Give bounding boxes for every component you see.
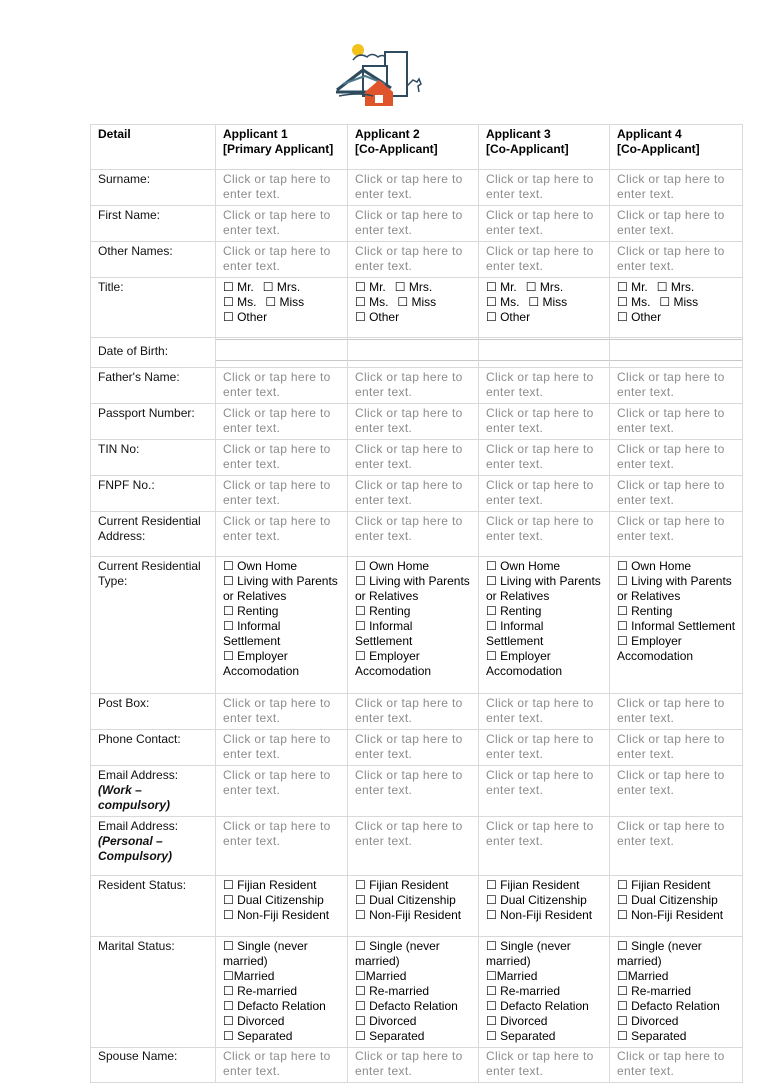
dob-field-2[interactable] bbox=[348, 339, 479, 361]
defacto-relation-checkbox[interactable]: ☐ Defacto Relation bbox=[355, 999, 458, 1013]
own-home-checkbox[interactable]: ☐ Own Home bbox=[486, 559, 561, 573]
divorced-checkbox[interactable]: ☐ Divorced bbox=[617, 1014, 679, 1028]
father-name-field-3[interactable]: Click or tap here to enter text. bbox=[479, 368, 610, 404]
applicant-2-role: [Co-Applicant] bbox=[355, 142, 438, 156]
spouse-name-label: Spouse Name: bbox=[91, 1048, 216, 1083]
applicant-form-table bbox=[90, 124, 743, 1083]
resident-status-options-1 bbox=[216, 876, 348, 937]
title-miss-checkbox[interactable]: ☐ Miss bbox=[659, 295, 699, 309]
applicant-1-title: Applicant 1 bbox=[223, 127, 288, 141]
other-names-row bbox=[91, 242, 743, 278]
title-mr-checkbox[interactable]: ☐ Mr. bbox=[617, 280, 648, 294]
title-other-checkbox[interactable]: ☐ Other bbox=[486, 310, 531, 324]
tin-field-4[interactable]: Click or tap here to enter text. bbox=[610, 440, 743, 476]
company-logo bbox=[333, 40, 425, 108]
re-married-checkbox[interactable]: ☐ Re-married bbox=[355, 984, 430, 998]
post-box-field-1[interactable]: Click or tap here to enter text. bbox=[216, 694, 348, 730]
non-fiji-resident-checkbox[interactable]: ☐ Non-Fiji Resident bbox=[355, 908, 462, 922]
title-miss-checkbox[interactable]: ☐ Miss bbox=[397, 295, 437, 309]
first-name-row bbox=[91, 206, 743, 242]
residential-type-row bbox=[91, 557, 743, 694]
resident-status-options-2 bbox=[348, 876, 479, 937]
surname-field-4[interactable]: Click or tap here to enter text. bbox=[610, 170, 743, 206]
marital-status-options-3 bbox=[479, 937, 610, 1048]
non-fiji-resident-checkbox[interactable]: ☐ Non-Fiji Resident bbox=[486, 908, 593, 922]
title-other-checkbox[interactable]: ☐ Other bbox=[223, 310, 268, 324]
email-work-field-1[interactable]: Click or tap here to enter text. bbox=[216, 766, 348, 817]
dob-row bbox=[91, 338, 743, 368]
email-work-field-2[interactable]: Click or tap here to enter text. bbox=[348, 766, 479, 817]
surname-label: Surname: bbox=[91, 170, 216, 206]
tin-label: TIN No: bbox=[91, 440, 216, 476]
fnpf-field-4[interactable]: Click or tap here to enter text. bbox=[610, 476, 743, 512]
dual-citizenship-checkbox[interactable]: ☐ Dual Citizenship bbox=[617, 893, 718, 907]
fnpf-field-3[interactable]: Click or tap here to enter text. bbox=[479, 476, 610, 512]
father-name-field-1[interactable]: Click or tap here to enter text. bbox=[216, 368, 348, 404]
applicant-3-role: [Co-Applicant] bbox=[486, 142, 569, 156]
residential-type-options-1 bbox=[216, 557, 348, 694]
title-options-1 bbox=[216, 278, 348, 338]
email-personal-row bbox=[91, 817, 743, 876]
divorced-checkbox[interactable]: ☐ Divorced bbox=[486, 1014, 548, 1028]
father-name-label: Father's Name: bbox=[91, 368, 216, 404]
other-names-field-3[interactable]: Click or tap here to enter text. bbox=[479, 242, 610, 278]
divorced-checkbox[interactable]: ☐ Divorced bbox=[355, 1014, 417, 1028]
email-personal-label-cell bbox=[91, 817, 216, 876]
post-box-row bbox=[91, 694, 743, 730]
dob-label: Date of Birth: bbox=[91, 338, 216, 368]
post-box-label: Post Box: bbox=[91, 694, 216, 730]
fijian-resident-checkbox[interactable]: ☐ Fijian Resident bbox=[223, 878, 317, 892]
passport-field-3[interactable]: Click or tap here to enter text. bbox=[479, 404, 610, 440]
passport-field-2[interactable]: Click or tap here to enter text. bbox=[348, 404, 479, 440]
email-personal-field-2[interactable]: Click or tap here to enter text. bbox=[348, 817, 479, 876]
employer-accomodation-checkbox[interactable]: ☐ Employer Accomodation bbox=[355, 649, 432, 678]
first-name-field-4[interactable]: Click or tap here to enter text. bbox=[610, 206, 743, 242]
resident-status-options-3 bbox=[479, 876, 610, 937]
address-row bbox=[91, 512, 743, 557]
applicant-4-header bbox=[610, 125, 743, 170]
phone-label: Phone Contact: bbox=[91, 730, 216, 766]
defacto-relation-checkbox[interactable]: ☐ Defacto Relation bbox=[486, 999, 589, 1013]
employer-accomodation-checkbox[interactable]: ☐ Employer Accomodation bbox=[223, 649, 300, 678]
resident-status-row bbox=[91, 876, 743, 937]
dual-citizenship-checkbox[interactable]: ☐ Dual Citizenship bbox=[223, 893, 324, 907]
phone-field-1[interactable]: Click or tap here to enter text. bbox=[216, 730, 348, 766]
passport-field-1[interactable]: Click or tap here to enter text. bbox=[216, 404, 348, 440]
phone-field-4[interactable]: Click or tap here to enter text. bbox=[610, 730, 743, 766]
spouse-name-field-4[interactable]: Click or tap here to enter text. bbox=[610, 1048, 743, 1083]
marital-status-label: Marital Status: bbox=[91, 937, 216, 1048]
married-checkbox[interactable]: ☐Married bbox=[617, 969, 669, 983]
fnpf-field-2[interactable]: Click or tap here to enter text. bbox=[348, 476, 479, 512]
title-options-2 bbox=[348, 278, 479, 338]
email-personal-note: (Personal – Compulsory) bbox=[98, 834, 173, 863]
header-row bbox=[91, 125, 743, 170]
first-name-field-1[interactable]: Click or tap here to enter text. bbox=[216, 206, 348, 242]
tin-field-3[interactable]: Click or tap here to enter text. bbox=[479, 440, 610, 476]
single-checkbox[interactable]: ☐ Single (never married) bbox=[355, 939, 440, 968]
renting-checkbox[interactable]: ☐ Renting bbox=[617, 604, 673, 618]
tin-field-2[interactable]: Click or tap here to enter text. bbox=[348, 440, 479, 476]
own-home-checkbox[interactable]: ☐ Own Home bbox=[223, 559, 298, 573]
dual-citizenship-checkbox[interactable]: ☐ Dual Citizenship bbox=[355, 893, 456, 907]
divorced-checkbox[interactable]: ☐ Divorced bbox=[223, 1014, 285, 1028]
first-name-field-3[interactable]: Click or tap here to enter text. bbox=[479, 206, 610, 242]
title-options-3 bbox=[479, 278, 610, 338]
applicant-3-title: Applicant 3 bbox=[486, 127, 551, 141]
renting-checkbox[interactable]: ☐ Renting bbox=[486, 604, 542, 618]
post-box-field-2[interactable]: Click or tap here to enter text. bbox=[348, 694, 479, 730]
first-name-label: First Name: bbox=[91, 206, 216, 242]
informal-settlement-checkbox[interactable]: ☐ Informal Settlement bbox=[223, 619, 281, 648]
spouse-name-field-1[interactable]: Click or tap here to enter text. bbox=[216, 1048, 348, 1083]
detail-header: Detail bbox=[91, 125, 216, 170]
email-work-field-3[interactable]: Click or tap here to enter text. bbox=[479, 766, 610, 817]
resident-status-options-4 bbox=[610, 876, 743, 937]
marital-status-row bbox=[91, 937, 743, 1048]
applicant-2-header bbox=[348, 125, 479, 170]
residential-type-options-4 bbox=[610, 557, 743, 694]
applicant-1-role: [Primary Applicant] bbox=[223, 142, 334, 156]
married-checkbox[interactable]: ☐Married bbox=[486, 969, 538, 983]
title-mrs-checkbox[interactable]: ☐ Mrs. bbox=[656, 280, 695, 294]
dob-cell-3 bbox=[479, 338, 610, 368]
phone-field-2[interactable]: Click or tap here to enter text. bbox=[348, 730, 479, 766]
spouse-name-row bbox=[91, 1048, 743, 1083]
address-field-2[interactable]: Click or tap here to enter text. bbox=[348, 512, 479, 557]
single-checkbox[interactable]: ☐ Single (never married) bbox=[617, 939, 702, 968]
single-checkbox[interactable]: ☐ Single (never married) bbox=[486, 939, 571, 968]
tin-row bbox=[91, 440, 743, 476]
title-mrs-checkbox[interactable]: ☐ Mrs. bbox=[394, 280, 433, 294]
fnpf-row bbox=[91, 476, 743, 512]
dob-cell-4 bbox=[610, 338, 743, 368]
title-miss-checkbox[interactable]: ☐ Miss bbox=[528, 295, 568, 309]
applicant-4-role: [Co-Applicant] bbox=[617, 142, 700, 156]
title-ms-checkbox[interactable]: ☐ Ms. bbox=[355, 295, 389, 309]
father-name-field-4[interactable]: Click or tap here to enter text. bbox=[610, 368, 743, 404]
other-names-field-1[interactable]: Click or tap here to enter text. bbox=[216, 242, 348, 278]
married-checkbox[interactable]: ☐Married bbox=[223, 969, 275, 983]
address-label: Current Residential Address: bbox=[91, 512, 216, 557]
informal-settlement-checkbox[interactable]: ☐ Informal Settlement bbox=[355, 619, 413, 648]
applicant-4-title: Applicant 4 bbox=[617, 127, 682, 141]
residential-type-label: Current Residential Type: bbox=[91, 557, 216, 694]
title-mrs-checkbox[interactable]: ☐ Mrs. bbox=[525, 280, 564, 294]
non-fiji-resident-checkbox[interactable]: ☐ Non-Fiji Resident bbox=[617, 908, 724, 922]
father-name-row bbox=[91, 368, 743, 404]
re-married-checkbox[interactable]: ☐ Re-married bbox=[486, 984, 561, 998]
fijian-resident-checkbox[interactable]: ☐ Fijian Resident bbox=[355, 878, 449, 892]
title-label: Title: bbox=[91, 278, 216, 338]
phone-field-3[interactable]: Click or tap here to enter text. bbox=[479, 730, 610, 766]
residential-type-options-2 bbox=[348, 557, 479, 694]
dob-field-3[interactable] bbox=[479, 339, 610, 361]
defacto-relation-checkbox[interactable]: ☐ Defacto Relation bbox=[617, 999, 720, 1013]
marital-status-options-4 bbox=[610, 937, 743, 1048]
other-names-field-2[interactable]: Click or tap here to enter text. bbox=[348, 242, 479, 278]
surname-row bbox=[91, 170, 743, 206]
email-personal-field-4[interactable]: Click or tap here to enter text. bbox=[610, 817, 743, 876]
marital-status-options-2 bbox=[348, 937, 479, 1048]
father-name-field-2[interactable]: Click or tap here to enter text. bbox=[348, 368, 479, 404]
applicant-2-title: Applicant 2 bbox=[355, 127, 420, 141]
fijian-resident-checkbox[interactable]: ☐ Fijian Resident bbox=[617, 878, 711, 892]
dob-field-1[interactable] bbox=[216, 339, 348, 361]
re-married-checkbox[interactable]: ☐ Re-married bbox=[617, 984, 692, 998]
title-mrs-checkbox[interactable]: ☐ Mrs. bbox=[262, 280, 301, 294]
re-married-checkbox[interactable]: ☐ Re-married bbox=[223, 984, 298, 998]
title-mr-checkbox[interactable]: ☐ Mr. bbox=[355, 280, 386, 294]
address-field-1[interactable]: Click or tap here to enter text. bbox=[216, 512, 348, 557]
resident-status-label: Resident Status: bbox=[91, 876, 216, 937]
own-home-checkbox[interactable]: ☐ Own Home bbox=[355, 559, 430, 573]
address-field-4[interactable]: Click or tap here to enter text. bbox=[610, 512, 743, 557]
title-ms-checkbox[interactable]: ☐ Ms. bbox=[223, 295, 257, 309]
surname-field-1[interactable]: Click or tap here to enter text. bbox=[216, 170, 348, 206]
phone-row bbox=[91, 730, 743, 766]
title-other-checkbox[interactable]: ☐ Other bbox=[355, 310, 400, 324]
email-personal-field-3[interactable]: Click or tap here to enter text. bbox=[479, 817, 610, 876]
living-with-parents-checkbox[interactable]: ☐ Living with Parents or Relatives bbox=[355, 574, 470, 603]
other-names-label: Other Names: bbox=[91, 242, 216, 278]
post-box-field-3[interactable]: Click or tap here to enter text. bbox=[479, 694, 610, 730]
passport-field-4[interactable]: Click or tap here to enter text. bbox=[610, 404, 743, 440]
dob-cell-2 bbox=[348, 338, 479, 368]
tin-field-1[interactable]: Click or tap here to enter text. bbox=[216, 440, 348, 476]
email-work-label-cell bbox=[91, 766, 216, 817]
residential-type-options-3 bbox=[479, 557, 610, 694]
dob-field-4[interactable] bbox=[610, 339, 743, 361]
marital-status-options-1 bbox=[216, 937, 348, 1048]
dob-cell-1 bbox=[216, 338, 348, 368]
email-work-field-4[interactable]: Click or tap here to enter text. bbox=[610, 766, 743, 817]
fijian-resident-checkbox[interactable]: ☐ Fijian Resident bbox=[486, 878, 580, 892]
employer-accomodation-checkbox[interactable]: ☐ Employer Accomodation bbox=[617, 634, 694, 663]
title-mr-checkbox[interactable]: ☐ Mr. bbox=[486, 280, 517, 294]
dual-citizenship-checkbox[interactable]: ☐ Dual Citizenship bbox=[486, 893, 587, 907]
email-work-label: Email Address: bbox=[98, 768, 179, 782]
non-fiji-resident-checkbox[interactable]: ☐ Non-Fiji Resident bbox=[223, 908, 330, 922]
surname-field-3[interactable]: Click or tap here to enter text. bbox=[479, 170, 610, 206]
informal-settlement-checkbox[interactable]: ☐ Informal Settlement bbox=[617, 619, 736, 633]
title-mr-checkbox[interactable]: ☐ Mr. bbox=[223, 280, 254, 294]
fnpf-label: FNPF No.: bbox=[91, 476, 216, 512]
email-work-row bbox=[91, 766, 743, 817]
spouse-name-field-2[interactable]: Click or tap here to enter text. bbox=[348, 1048, 479, 1083]
post-box-field-4[interactable]: Click or tap here to enter text. bbox=[610, 694, 743, 730]
own-home-checkbox[interactable]: ☐ Own Home bbox=[617, 559, 692, 573]
separated-checkbox[interactable]: ☐ Separated bbox=[617, 1029, 687, 1043]
single-checkbox[interactable]: ☐ Single (never married) bbox=[223, 939, 308, 968]
fnpf-field-1[interactable]: Click or tap here to enter text. bbox=[216, 476, 348, 512]
passport-row bbox=[91, 404, 743, 440]
title-ms-checkbox[interactable]: ☐ Ms. bbox=[617, 295, 651, 309]
passport-label: Passport Number: bbox=[91, 404, 216, 440]
living-with-parents-checkbox[interactable]: ☐ Living with Parents or Relatives bbox=[617, 574, 732, 603]
title-options-4 bbox=[610, 278, 743, 338]
first-name-field-2[interactable]: Click or tap here to enter text. bbox=[348, 206, 479, 242]
separated-checkbox[interactable]: ☐ Separated bbox=[223, 1029, 293, 1043]
applicant-1-header bbox=[216, 125, 348, 170]
other-names-field-4[interactable]: Click or tap here to enter text. bbox=[610, 242, 743, 278]
renting-checkbox[interactable]: ☐ Renting bbox=[223, 604, 279, 618]
surname-field-2[interactable]: Click or tap here to enter text. bbox=[348, 170, 479, 206]
living-with-parents-checkbox[interactable]: ☐ Living with Parents or Relatives bbox=[223, 574, 338, 603]
address-field-3[interactable]: Click or tap here to enter text. bbox=[479, 512, 610, 557]
applicant-3-header bbox=[479, 125, 610, 170]
living-with-parents-checkbox[interactable]: ☐ Living with Parents or Relatives bbox=[486, 574, 601, 603]
spouse-name-field-3[interactable]: Click or tap here to enter text. bbox=[479, 1048, 610, 1083]
married-checkbox[interactable]: ☐Married bbox=[355, 969, 407, 983]
renting-checkbox[interactable]: ☐ Renting bbox=[355, 604, 411, 618]
email-personal-field-1[interactable]: Click or tap here to enter text. bbox=[216, 817, 348, 876]
title-other-checkbox[interactable]: ☐ Other bbox=[617, 310, 662, 324]
email-work-note: (Work – compulsory) bbox=[98, 783, 171, 812]
title-row bbox=[91, 278, 743, 338]
separated-checkbox[interactable]: ☐ Separated bbox=[486, 1029, 556, 1043]
informal-settlement-checkbox[interactable]: ☐ Informal Settlement bbox=[486, 619, 544, 648]
email-personal-label: Email Address: bbox=[98, 819, 179, 833]
title-miss-checkbox[interactable]: ☐ Miss bbox=[265, 295, 305, 309]
employer-accomodation-checkbox[interactable]: ☐ Employer Accomodation bbox=[486, 649, 563, 678]
defacto-relation-checkbox[interactable]: ☐ Defacto Relation bbox=[223, 999, 326, 1013]
title-ms-checkbox[interactable]: ☐ Ms. bbox=[486, 295, 520, 309]
separated-checkbox[interactable]: ☐ Separated bbox=[355, 1029, 425, 1043]
